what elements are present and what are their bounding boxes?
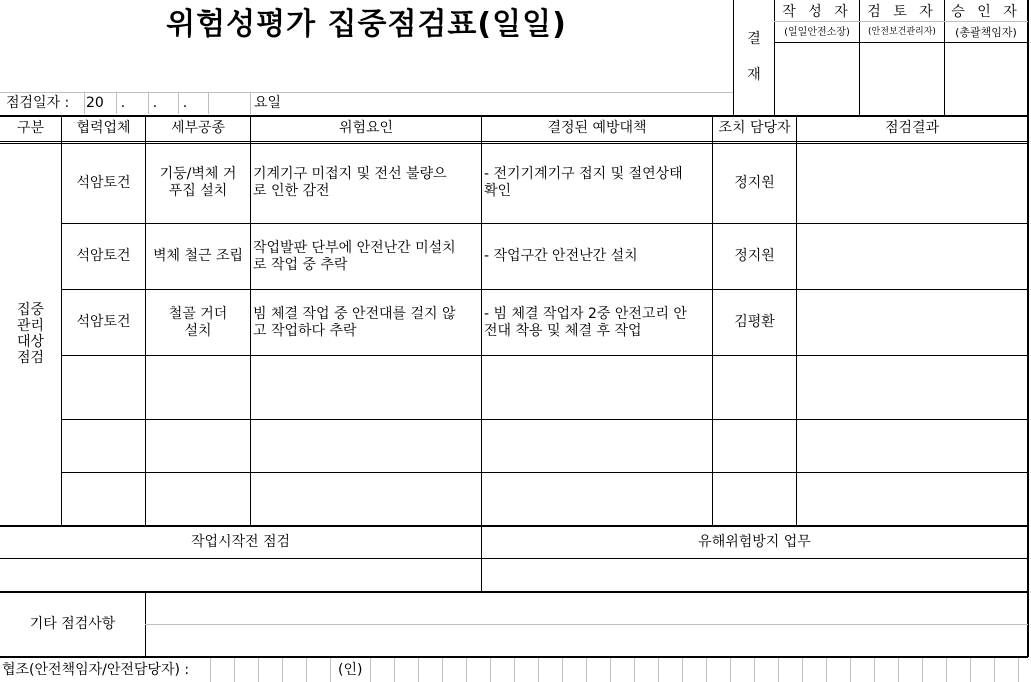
grid-line xyxy=(774,0,775,115)
grid-line xyxy=(706,658,707,682)
header-partner: 협력업체 xyxy=(76,120,131,136)
signature-box-approver[interactable] xyxy=(945,43,1027,114)
row-result[interactable] xyxy=(797,473,1027,524)
grid-line xyxy=(210,658,211,682)
row-measure[interactable] xyxy=(484,356,712,419)
approval-label-bottom: 재 xyxy=(747,66,761,83)
grid-line xyxy=(514,658,515,682)
signature-box-writer[interactable] xyxy=(775,43,859,114)
row-partner[interactable]: 석암토건 xyxy=(76,314,131,330)
grid-line xyxy=(0,558,1028,559)
approval-title-writer: (일일안전소장) xyxy=(784,27,850,38)
pre-work-check-field[interactable] xyxy=(0,560,481,590)
date-dot-3: . xyxy=(182,94,188,111)
grid-line xyxy=(562,658,563,682)
grid-line xyxy=(61,419,1028,420)
grid-line xyxy=(418,658,419,682)
grid-line xyxy=(994,658,995,682)
approval-title-reviewer: (안전보건관리자) xyxy=(868,27,936,37)
grid-line xyxy=(481,115,482,525)
grid-line xyxy=(754,658,755,682)
category-label: 집중 관리 대상 점검 xyxy=(16,301,45,366)
grid-line xyxy=(586,658,587,682)
grid-line xyxy=(394,658,395,682)
grid-line xyxy=(148,93,149,114)
row-risk[interactable] xyxy=(253,473,481,524)
grid-line xyxy=(145,115,146,525)
header-detail: 세부공종 xyxy=(170,120,226,136)
grid-line xyxy=(922,658,923,682)
date-label: 점검일자 : xyxy=(6,94,70,111)
page-title: 위험성평가 집중점검표(일일) xyxy=(166,6,567,42)
row-result[interactable] xyxy=(797,420,1027,472)
grid-line xyxy=(730,658,731,682)
grid-line xyxy=(61,289,1028,290)
row-detail[interactable] xyxy=(146,473,250,524)
header-result: 점검결과 xyxy=(884,120,940,136)
row-manager[interactable]: 정지원 xyxy=(734,248,775,264)
row-result[interactable] xyxy=(797,290,1027,355)
date-year-prefix[interactable]: 20 xyxy=(86,94,104,111)
grid-line xyxy=(802,658,803,682)
grid-line xyxy=(658,658,659,682)
row-manager[interactable] xyxy=(713,473,796,524)
row-risk[interactable]: 빔 체결 작업 중 안전대를 걸지 않 고 작업하다 추락 xyxy=(253,305,456,339)
header-category: 구분 xyxy=(16,120,45,136)
grid-line xyxy=(1018,658,1019,682)
date-dot-2: . xyxy=(152,94,158,111)
grid-line xyxy=(330,658,331,682)
grid-line xyxy=(61,115,62,525)
header-manager: 조치 담당자 xyxy=(718,120,791,136)
grid-line xyxy=(178,93,179,114)
header-risk: 위험요인 xyxy=(338,120,394,136)
row-risk[interactable]: 작업발판 단부에 안전난간 미설치 로 작업 중 추락 xyxy=(253,239,456,273)
row-risk[interactable] xyxy=(253,420,481,472)
row-detail[interactable]: 기둥/벽체 거 푸집 설치 xyxy=(159,166,237,199)
signature-box-reviewer[interactable] xyxy=(860,43,944,114)
grid-line xyxy=(610,658,611,682)
pre-work-check-label: 작업시작전 점검 xyxy=(190,534,291,550)
grid-line xyxy=(0,92,733,93)
grid-line xyxy=(970,658,971,682)
grid-line xyxy=(850,658,851,682)
grid-line xyxy=(774,21,1028,22)
grid-line xyxy=(208,93,209,114)
grid-line xyxy=(0,141,1028,142)
grid-line xyxy=(258,658,259,682)
row-detail[interactable] xyxy=(146,356,250,419)
grid-line xyxy=(250,115,251,525)
grid-line xyxy=(490,658,491,682)
row-result[interactable] xyxy=(797,356,1027,419)
grid-line xyxy=(826,658,827,682)
row-measure[interactable]: - 빔 체결 작업자 2중 안전고리 안 전대 착용 및 체결 후 작업 xyxy=(484,305,687,339)
row-partner[interactable] xyxy=(62,356,145,419)
row-measure[interactable] xyxy=(484,420,712,472)
row-manager[interactable] xyxy=(713,420,796,472)
row-measure[interactable]: - 전기기계기구 접지 및 절연상태 확인 xyxy=(484,166,683,199)
grid-line xyxy=(145,624,1028,625)
row-manager[interactable]: 김평환 xyxy=(734,314,775,330)
grid-line xyxy=(442,658,443,682)
approval-role-writer: 작 성 자 xyxy=(782,3,852,20)
grid-line xyxy=(859,0,860,115)
grid-line xyxy=(946,658,947,682)
grid-line xyxy=(682,658,683,682)
grid-line xyxy=(898,658,899,682)
row-partner[interactable] xyxy=(62,473,145,524)
grid-line xyxy=(61,355,1028,356)
grid-line xyxy=(0,591,1028,593)
grid-line xyxy=(306,658,307,682)
grid-line xyxy=(234,658,235,682)
row-result[interactable] xyxy=(797,143,1027,223)
grid-line xyxy=(778,658,779,682)
grid-line xyxy=(61,472,1028,473)
grid-line xyxy=(944,0,945,115)
grid-line xyxy=(116,93,117,114)
header-measure: 결정된 예방대책 xyxy=(547,120,647,136)
hazard-prevention-field[interactable] xyxy=(482,560,1027,590)
row-risk[interactable] xyxy=(253,356,481,419)
row-risk[interactable]: 기계기구 미접지 및 전선 불량으 로 인한 감전 xyxy=(253,166,447,199)
approval-title-approver: (총괄책임자) xyxy=(955,26,1017,39)
hazard-prevention-label: 유해위험방지 업무 xyxy=(698,534,811,550)
grid-line xyxy=(796,115,797,525)
grid-line xyxy=(774,42,1028,43)
other-items-label: 기타 점검사항 xyxy=(29,615,116,632)
row-detail[interactable]: 벽체 철근 조립 xyxy=(152,248,244,264)
grid-line xyxy=(250,93,251,114)
row-manager[interactable] xyxy=(713,356,796,419)
row-measure[interactable]: - 작업구간 안전난간 설치 xyxy=(484,248,638,264)
grid-line xyxy=(61,223,1028,224)
grid-line xyxy=(712,115,713,525)
approval-role-reviewer: 검 토 자 xyxy=(867,3,937,20)
row-result[interactable] xyxy=(797,224,1027,289)
row-manager[interactable]: 정지원 xyxy=(734,174,775,191)
grid-line xyxy=(874,658,875,682)
grid-line xyxy=(466,658,467,682)
row-partner[interactable]: 석암토건 xyxy=(76,248,131,264)
row-partner[interactable]: 석암토건 xyxy=(76,174,131,191)
grid-line xyxy=(0,143,1028,144)
grid-line xyxy=(634,658,635,682)
grid-line xyxy=(370,658,371,682)
grid-line xyxy=(282,658,283,682)
cooperation-label: 협조(안전책임자/안전담당자) : xyxy=(2,661,190,678)
grid-line xyxy=(733,0,734,115)
row-partner[interactable] xyxy=(62,420,145,472)
row-measure[interactable] xyxy=(484,473,712,524)
grid-line xyxy=(0,525,1028,527)
grid-line xyxy=(538,658,539,682)
approval-label-top: 결 xyxy=(747,30,761,47)
date-weekday: 요일 xyxy=(254,94,282,111)
grid-line xyxy=(84,93,85,114)
seal-label: (인) xyxy=(338,661,363,678)
grid-line xyxy=(0,115,1028,117)
row-detail[interactable]: 철골 거더 설치 xyxy=(168,305,228,339)
date-dot-1: . xyxy=(120,94,126,111)
row-detail[interactable] xyxy=(146,420,250,472)
approval-role-approver: 승 인 자 xyxy=(951,3,1021,20)
